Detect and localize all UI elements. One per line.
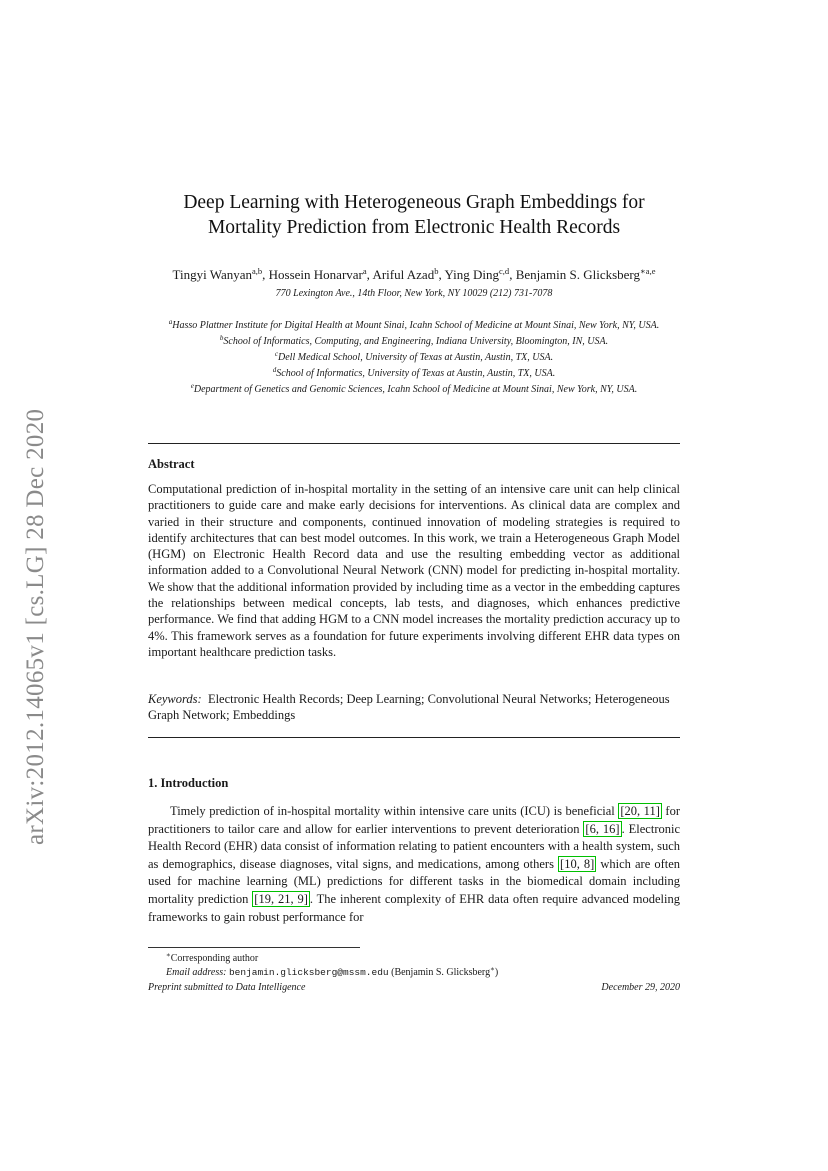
author-affiliation-mark: b	[434, 266, 439, 276]
introduction-heading: 1. Introduction	[148, 776, 229, 790]
introduction-text	[148, 803, 680, 926]
citation-link[interactable]: [20, 11]	[620, 804, 660, 818]
affiliation-mark: e	[190, 382, 194, 390]
email-owner-mark: ∗	[490, 965, 495, 973]
affiliation	[148, 348, 680, 364]
footnote-email	[166, 965, 498, 978]
preprint-note: Preprint submitted to Data Intelligence	[148, 982, 306, 993]
author-name: Tingyi Wanyan	[172, 267, 252, 282]
author-affiliation-mark: ∗a,e	[640, 266, 656, 276]
top-divider	[148, 443, 680, 444]
abstract-heading: Abstract	[148, 457, 195, 471]
footnote-corresponding	[166, 951, 258, 964]
paper-title	[148, 190, 680, 240]
footnote-divider	[148, 947, 360, 948]
footnote-corresponding-text: Corresponding author	[170, 953, 259, 964]
author-name: Ariful Azad	[372, 267, 435, 282]
author-affiliation-mark: a,b	[252, 266, 263, 276]
footnote-mark: ∗	[166, 951, 171, 959]
citation-link[interactable]: [6, 16]	[585, 821, 620, 836]
title-line-1: Deep Learning with Heterogeneous Graph Embeddings for	[183, 192, 645, 213]
affiliation-list	[148, 316, 680, 396]
email-address-link[interactable]: benjamin.glicksberg@mssm.edu	[228, 967, 389, 978]
affiliation-mark: c	[274, 350, 279, 358]
citation-link[interactable]: [10, 8]	[560, 856, 595, 871]
affiliation-text: School of Informatics, Computing, and Engineering, Indiana University, Bloomington, IN, USA.	[223, 336, 609, 347]
email-owner-close: )	[494, 967, 499, 978]
arxiv-identifier: arXiv:2012.14065v1 [cs.LG] 28 Dec 2020	[22, 408, 49, 845]
author-name: Benjamin S. Glicksberg	[515, 267, 641, 282]
affiliation-mark: d	[272, 366, 277, 374]
keywords-text: Electronic Health Records; Deep Learning; Convolutional Neural Networks; Heterogeneous Graph Network; Embeddings	[148, 692, 670, 723]
affiliation-text: Department of Genetics and Genomic Sciences, Icahn School of Medicine at Mount Sinai, New York, NY, USA.	[193, 384, 638, 395]
affiliation	[148, 380, 680, 396]
email-owner: (Benjamin S. Glicksberg	[391, 967, 491, 978]
title-line-2: Mortality Prediction from Electronic Health Records	[207, 217, 621, 238]
author-name: Ying Ding	[444, 267, 500, 282]
introduction-sentence: for practitioners to tailor care and allow for earlier interventions to prevent deterioration	[148, 804, 681, 836]
keywords-label: Keywords:	[148, 692, 202, 706]
affiliation-text: School of Informatics, University of Texas at Austin, Austin, TX, USA.	[276, 368, 556, 379]
preprint-date: December 29, 2020	[601, 982, 680, 993]
author-address: 770 Lexington Ave., 14th Floor, New York, NY 10029 (212) 731-7078	[275, 288, 553, 299]
introduction-sentence: . Electronic Health Record (EHR) data consist of information relating to patient encounters with a health system, such as demographics, disease diagnoses, vital signs, and medications, among others	[148, 821, 680, 871]
affiliation	[148, 364, 680, 380]
author-affiliation-mark: a	[362, 266, 367, 276]
affiliation	[148, 316, 680, 332]
author-affiliation-mark: c,d	[499, 266, 510, 276]
introduction-sentence: . The inherent complexity of EHR data often require advanced modeling frameworks to gain robust performance for	[148, 891, 680, 924]
author-list: Tingyi Wanyan$^{a,b}$, Hossein Honarvar$^a$, Ariful Azad$^b$, Ying Ding$^{c,d}$, Benjamin S. Glicksberg$^{∗a,e}$	[172, 266, 656, 282]
introduction-sentence: Timely prediction of in-hospital mortality within intensive care units (ICU) is beneficial	[170, 804, 619, 818]
keywords	[148, 691, 680, 724]
author-name: Hossein Honarvar	[268, 267, 363, 282]
affiliation-text: Hasso Plattner Institute for Digital Health at Mount Sinai, Icahn School of Medicine at Mount Sinai, New York, NY, USA.	[172, 320, 660, 331]
affiliation-mark: a	[168, 318, 173, 326]
abstract-text: Computational prediction of in-hospital mortality in the setting of an intensive care unit can help clinical practitioners to guide care and make early decisions for interventions. As clinical data are complex and varied in their structure and components, continued innovation of modeling strategies is required to identify architectures that can best model outcomes. In this work, we train a Heterogeneous Graph Model (HGM) on Electronic Health Record data and use the resulting embedding vector as additional information added to a Convolutional Neural Network (CNN) model for predicting in-hospital mortality. We show that the additional information provided by including time as a vector in the embedding captures the relationships between medical concepts, lab tests, and diagnoses, which enhances predictive performance. We find that adding HGM to a CNN model increases the mortality prediction accuracy up to 4%. This framework serves as a foundation for future experiments involving different EHR data types on important healthcare prediction tasks.	[148, 482, 680, 659]
affiliation-text: Dell Medical School, University of Texas at Austin, Austin, TX, USA.	[278, 352, 554, 363]
affiliation	[148, 332, 680, 348]
bottom-divider	[148, 737, 680, 738]
citation-link[interactable]: [19, 21, 9]	[254, 891, 308, 906]
email-label: Email address:	[166, 967, 227, 978]
affiliation-mark: b	[219, 334, 224, 342]
introduction-sentence: which are often used for machine learning (ML) predictions for different tasks in the biomedical domain including mortality prediction	[148, 856, 681, 906]
